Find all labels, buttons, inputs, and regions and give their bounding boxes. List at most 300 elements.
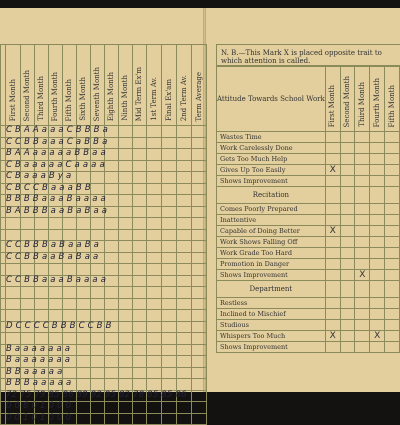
column-label: Term Average [194, 71, 203, 121]
mark-cell [355, 204, 370, 215]
grade-cell [162, 172, 177, 184]
mark-cell [355, 132, 370, 143]
grade-cell [162, 160, 177, 172]
grade-cell [119, 160, 133, 172]
grade-cell [91, 172, 105, 184]
grade-cell [119, 149, 133, 161]
mark-cell [340, 132, 355, 143]
mark-cell [355, 331, 370, 342]
trait-row [217, 320, 400, 331]
grade-cell [21, 287, 35, 299]
grade-cell [21, 264, 35, 276]
report-card [0, 8, 400, 423]
grade-cell [35, 298, 49, 310]
grade-cell [77, 310, 91, 322]
mark-cell [340, 248, 355, 259]
grade-cell [147, 206, 162, 218]
month-column-header [385, 67, 400, 132]
mark-cell [355, 298, 370, 309]
grade-cell [147, 218, 162, 230]
grade-cell [105, 160, 119, 172]
mark-cell [325, 331, 340, 342]
mark-cell [325, 309, 340, 320]
grade-cell [162, 333, 177, 345]
grade-cell [192, 298, 207, 310]
mark-cell [325, 320, 340, 331]
grade-cell [192, 333, 207, 345]
trait-label: Capable of Doing Better [217, 226, 326, 237]
mark-cell [385, 309, 400, 320]
grade-cell [133, 218, 147, 230]
grade-cell [177, 172, 192, 184]
grade-cell [147, 287, 162, 299]
grade-cell [91, 367, 105, 379]
grade-cell [192, 275, 207, 287]
grade-cell [21, 310, 35, 322]
grade-cell [192, 356, 207, 368]
mark-cell [370, 132, 385, 143]
trait-label: Restless [217, 298, 326, 309]
grade-cell [162, 402, 177, 414]
grade-cell [147, 252, 162, 264]
trait-row [217, 215, 400, 226]
mark-cell [385, 331, 400, 342]
mark-cell [370, 248, 385, 259]
trait-row [217, 154, 400, 165]
grade-cell [147, 367, 162, 379]
grade-row [1, 333, 207, 345]
grade-cell [133, 137, 147, 149]
mark-cell [340, 281, 355, 298]
mark-cell [340, 226, 355, 237]
trait-label: Shows Improvement [217, 342, 326, 353]
grade-column-header [119, 45, 133, 126]
grade-cell [77, 287, 91, 299]
grade-cell [162, 275, 177, 287]
mark-cell [340, 320, 355, 331]
handwritten-row: C C B B a a a B a a a a [6, 274, 107, 285]
column-label: 2nd Term Av. [179, 74, 188, 121]
grade-cell [177, 241, 192, 253]
grade-cell [147, 126, 162, 138]
grade-cell [119, 195, 133, 207]
grade-column-header [177, 45, 192, 126]
trait-row [217, 270, 400, 281]
mark-cell [325, 259, 340, 270]
trait-label: Work Grade Too Hard [217, 248, 326, 259]
mark-cell [355, 248, 370, 259]
mark-cell [370, 298, 385, 309]
grade-cell [133, 172, 147, 184]
mark-cell [370, 281, 385, 298]
mark-cell [355, 187, 370, 204]
grade-cell [133, 321, 147, 333]
grade-cell [63, 333, 77, 345]
grade-cell [147, 356, 162, 368]
grade-cell [133, 195, 147, 207]
grade-cell [91, 298, 105, 310]
grade-cell [147, 333, 162, 345]
grade-cell [177, 218, 192, 230]
grade-cell [147, 413, 162, 425]
grade-cell [177, 321, 192, 333]
grade-cell [35, 229, 49, 241]
grade-column-header [105, 45, 119, 126]
grade-cell [6, 287, 21, 299]
grade-cell [119, 137, 133, 149]
grade-cell [105, 149, 119, 161]
grade-row [1, 264, 207, 276]
trait-label: Work Carelessly Done [217, 143, 326, 154]
grade-cell [192, 172, 207, 184]
grade-cell [105, 356, 119, 368]
trait-row [217, 237, 400, 248]
mark-cell [370, 204, 385, 215]
mark-cell [355, 342, 370, 353]
grade-cell [177, 402, 192, 414]
grade-cell [162, 195, 177, 207]
grade-cell [105, 344, 119, 356]
grade-column-header [162, 45, 177, 126]
handwritten-row: B B a a a a a [6, 366, 63, 377]
mark-cell [340, 143, 355, 154]
grade-cell [177, 137, 192, 149]
grade-cell [91, 218, 105, 230]
grade-cell [147, 149, 162, 161]
grade-cell [192, 379, 207, 391]
mark-cell [385, 154, 400, 165]
mark-cell [325, 270, 340, 281]
x-mark: X [329, 165, 336, 175]
grade-row [1, 298, 207, 310]
grade-column-header [49, 45, 63, 126]
grade-cell [192, 344, 207, 356]
grade-cell [192, 149, 207, 161]
mark-cell [355, 270, 370, 281]
mark-cell [355, 237, 370, 248]
handwritten-row: 0 0 6 0 1 0 0 0 [6, 401, 72, 411]
grade-row [1, 229, 207, 241]
month-label: Third Month [357, 82, 366, 127]
grade-cell [6, 264, 21, 276]
grade-cell [192, 160, 207, 172]
grade-cell [133, 413, 147, 425]
grade-cell [119, 218, 133, 230]
trait-label: Studious [217, 320, 326, 331]
grade-cell [177, 264, 192, 276]
grade-cell [147, 172, 162, 184]
grade-cell [6, 333, 21, 345]
grade-column-header [91, 45, 105, 126]
grade-cell [77, 298, 91, 310]
mark-cell [340, 237, 355, 248]
grade-cell [119, 356, 133, 368]
trait-row [217, 298, 400, 309]
grade-cell [133, 310, 147, 322]
grade-cell [192, 126, 207, 138]
trait-label: Comes Poorly Prepared [217, 204, 326, 215]
grade-cell [147, 402, 162, 414]
grade-cell [177, 252, 192, 264]
grade-cell [91, 287, 105, 299]
trait-row [217, 204, 400, 215]
mark-cell [340, 298, 355, 309]
mark-cell [385, 143, 400, 154]
note-text: N. B.—This Mark X is placed opposite trait to which attention is called. [216, 44, 400, 66]
column-label: Final Ex'am [164, 78, 173, 121]
grade-cell [192, 241, 207, 253]
trait-label: Work Shows Falling Off [217, 237, 326, 248]
mark-cell [385, 320, 400, 331]
grade-cell [105, 252, 119, 264]
grade-cell [147, 344, 162, 356]
trait-label: Shows Improvement [217, 270, 326, 281]
grade-cell [177, 206, 192, 218]
grade-cell [91, 356, 105, 368]
grade-cell [147, 195, 162, 207]
grade-cell [63, 218, 77, 230]
attitude-table [216, 66, 400, 353]
grade-cell [119, 183, 133, 195]
grade-cell [77, 218, 91, 230]
grade-cell [162, 367, 177, 379]
section-heading: Department [217, 281, 326, 298]
grade-cell [162, 241, 177, 253]
grade-cell [119, 379, 133, 391]
mark-cell [355, 309, 370, 320]
mark-cell [385, 281, 400, 298]
grade-column-header [21, 45, 35, 126]
section-heading: Recitation [217, 187, 326, 204]
mark-cell [355, 281, 370, 298]
grade-column-header [35, 45, 49, 126]
grade-cell [147, 264, 162, 276]
mark-cell [325, 165, 340, 176]
month-column-header [370, 67, 385, 132]
column-label: Fifth Month [65, 78, 73, 121]
grade-cell [35, 218, 49, 230]
grade-cell [133, 183, 147, 195]
grade-cell [35, 287, 49, 299]
grade-cell [177, 298, 192, 310]
grade-cell [192, 229, 207, 241]
grade-cell [119, 264, 133, 276]
handwritten-row: 0 0 1 0 1 0 0 0 [6, 412, 72, 423]
grade-cell [192, 413, 207, 425]
grade-cell [21, 298, 35, 310]
trait-label: Gets Too Much Help [217, 154, 326, 165]
grade-cell [63, 367, 77, 379]
grade-cell [162, 298, 177, 310]
grade-cell [162, 229, 177, 241]
grade-cell [192, 310, 207, 322]
mark-cell [370, 215, 385, 226]
grade-cell [192, 264, 207, 276]
section-row [217, 187, 400, 204]
grade-cell [77, 333, 91, 345]
grade-cell [105, 287, 119, 299]
grade-cell [49, 264, 63, 276]
grade-cell [133, 298, 147, 310]
mark-cell [370, 320, 385, 331]
grade-cell [119, 172, 133, 184]
grade-cell [119, 333, 133, 345]
month-label: Second Month [343, 75, 352, 127]
mark-cell [385, 215, 400, 226]
grade-cell [192, 287, 207, 299]
grade-cell [91, 333, 105, 345]
grade-cell [119, 402, 133, 414]
mark-cell [355, 215, 370, 226]
grade-cell [91, 229, 105, 241]
grade-cell [63, 287, 77, 299]
grade-cell [192, 195, 207, 207]
grade-column-header [63, 45, 77, 126]
grade-cell [119, 252, 133, 264]
grade-cell [177, 126, 192, 138]
mark-cell [385, 132, 400, 143]
grade-cell [119, 241, 133, 253]
grade-cell [105, 264, 119, 276]
column-label: Ninth Month [121, 75, 129, 121]
grade-cell [147, 321, 162, 333]
grade-row [1, 310, 207, 322]
column-label: Third Month [37, 76, 45, 121]
grade-cell [105, 367, 119, 379]
trait-row [217, 331, 400, 342]
grade-cell [133, 264, 147, 276]
mark-cell [340, 176, 355, 187]
column-label: Eighth Month [107, 71, 115, 121]
grade-cell [77, 413, 91, 425]
mark-cell [355, 176, 370, 187]
grade-cell [49, 298, 63, 310]
grade-cell [105, 333, 119, 345]
mark-cell [340, 215, 355, 226]
month-column-header [340, 67, 355, 132]
grade-cell [119, 275, 133, 287]
grade-cell [105, 402, 119, 414]
grade-cell [49, 310, 63, 322]
handwritten-row: C B C C B a a a B B [6, 182, 91, 193]
mark-cell [355, 143, 370, 154]
grade-cell [6, 298, 21, 310]
grade-cell [91, 413, 105, 425]
mark-cell [355, 165, 370, 176]
grade-cell [119, 367, 133, 379]
mark-cell [325, 226, 340, 237]
trait-row [217, 248, 400, 259]
x-mark: X [374, 331, 381, 341]
grade-cell [105, 218, 119, 230]
handwritten-row: C B a a a a a C a a a a [6, 159, 105, 170]
mark-cell [385, 237, 400, 248]
handwritten-row: D C C C C B B B C C B B [6, 320, 112, 331]
grade-cell [192, 367, 207, 379]
mark-cell [355, 320, 370, 331]
grade-cell [133, 275, 147, 287]
grade-cell [177, 344, 192, 356]
grade-cell [147, 298, 162, 310]
grade-column-header [6, 45, 21, 126]
section-row [217, 281, 400, 298]
mark-cell [340, 259, 355, 270]
grade-cell [91, 344, 105, 356]
mark-cell [370, 187, 385, 204]
grade-column-header [192, 45, 207, 126]
grade-cell [6, 310, 21, 322]
grade-column-header [147, 45, 162, 126]
trait-row [217, 132, 400, 143]
grade-cell [63, 264, 77, 276]
grade-cell [105, 195, 119, 207]
grade-cell [63, 229, 77, 241]
mark-cell [355, 226, 370, 237]
grade-cell [77, 172, 91, 184]
grade-cell [119, 344, 133, 356]
mark-cell [325, 237, 340, 248]
column-label: Second Month [23, 69, 31, 121]
grade-cell [177, 160, 192, 172]
mark-cell [385, 248, 400, 259]
handwritten-row: B a a a a a a a [6, 355, 71, 365]
x-mark: X [329, 226, 336, 236]
grade-cell [35, 310, 49, 322]
grade-cell [63, 298, 77, 310]
grade-cell [162, 413, 177, 425]
mark-cell [370, 226, 385, 237]
mark-cell [340, 165, 355, 176]
mark-cell [340, 204, 355, 215]
grade-cell [91, 183, 105, 195]
grade-cell [119, 321, 133, 333]
grade-cell [133, 126, 147, 138]
grade-cell [119, 229, 133, 241]
month-label: Fifth Month [387, 84, 396, 127]
grade-cell [162, 183, 177, 195]
grade-cell [162, 137, 177, 149]
grade-cell [133, 344, 147, 356]
mark-cell [370, 237, 385, 248]
mark-cell [355, 154, 370, 165]
handwritten-row: B A B B B a a B a B a a [6, 205, 108, 216]
grade-cell [119, 126, 133, 138]
grade-cell [133, 160, 147, 172]
column-label: Mid Term Ex'm [135, 66, 143, 121]
grade-cell [192, 252, 207, 264]
grade-cell [133, 229, 147, 241]
grade-cell [133, 287, 147, 299]
mark-cell [325, 342, 340, 353]
attitude-header: Attitude Towards School Work [217, 67, 326, 132]
grade-cell [6, 218, 21, 230]
mark-cell [370, 259, 385, 270]
mark-cell [385, 259, 400, 270]
grade-cell [133, 333, 147, 345]
grade-cell [147, 241, 162, 253]
grade-cell [133, 379, 147, 391]
mark-cell [325, 215, 340, 226]
mark-cell [370, 176, 385, 187]
grade-cell [133, 356, 147, 368]
grade-cell [162, 206, 177, 218]
grade-cell [49, 229, 63, 241]
grade-cell [177, 356, 192, 368]
month-label: Fourth Month [372, 77, 381, 127]
grade-cell [119, 298, 133, 310]
trait-row [217, 165, 400, 176]
mark-cell [325, 248, 340, 259]
